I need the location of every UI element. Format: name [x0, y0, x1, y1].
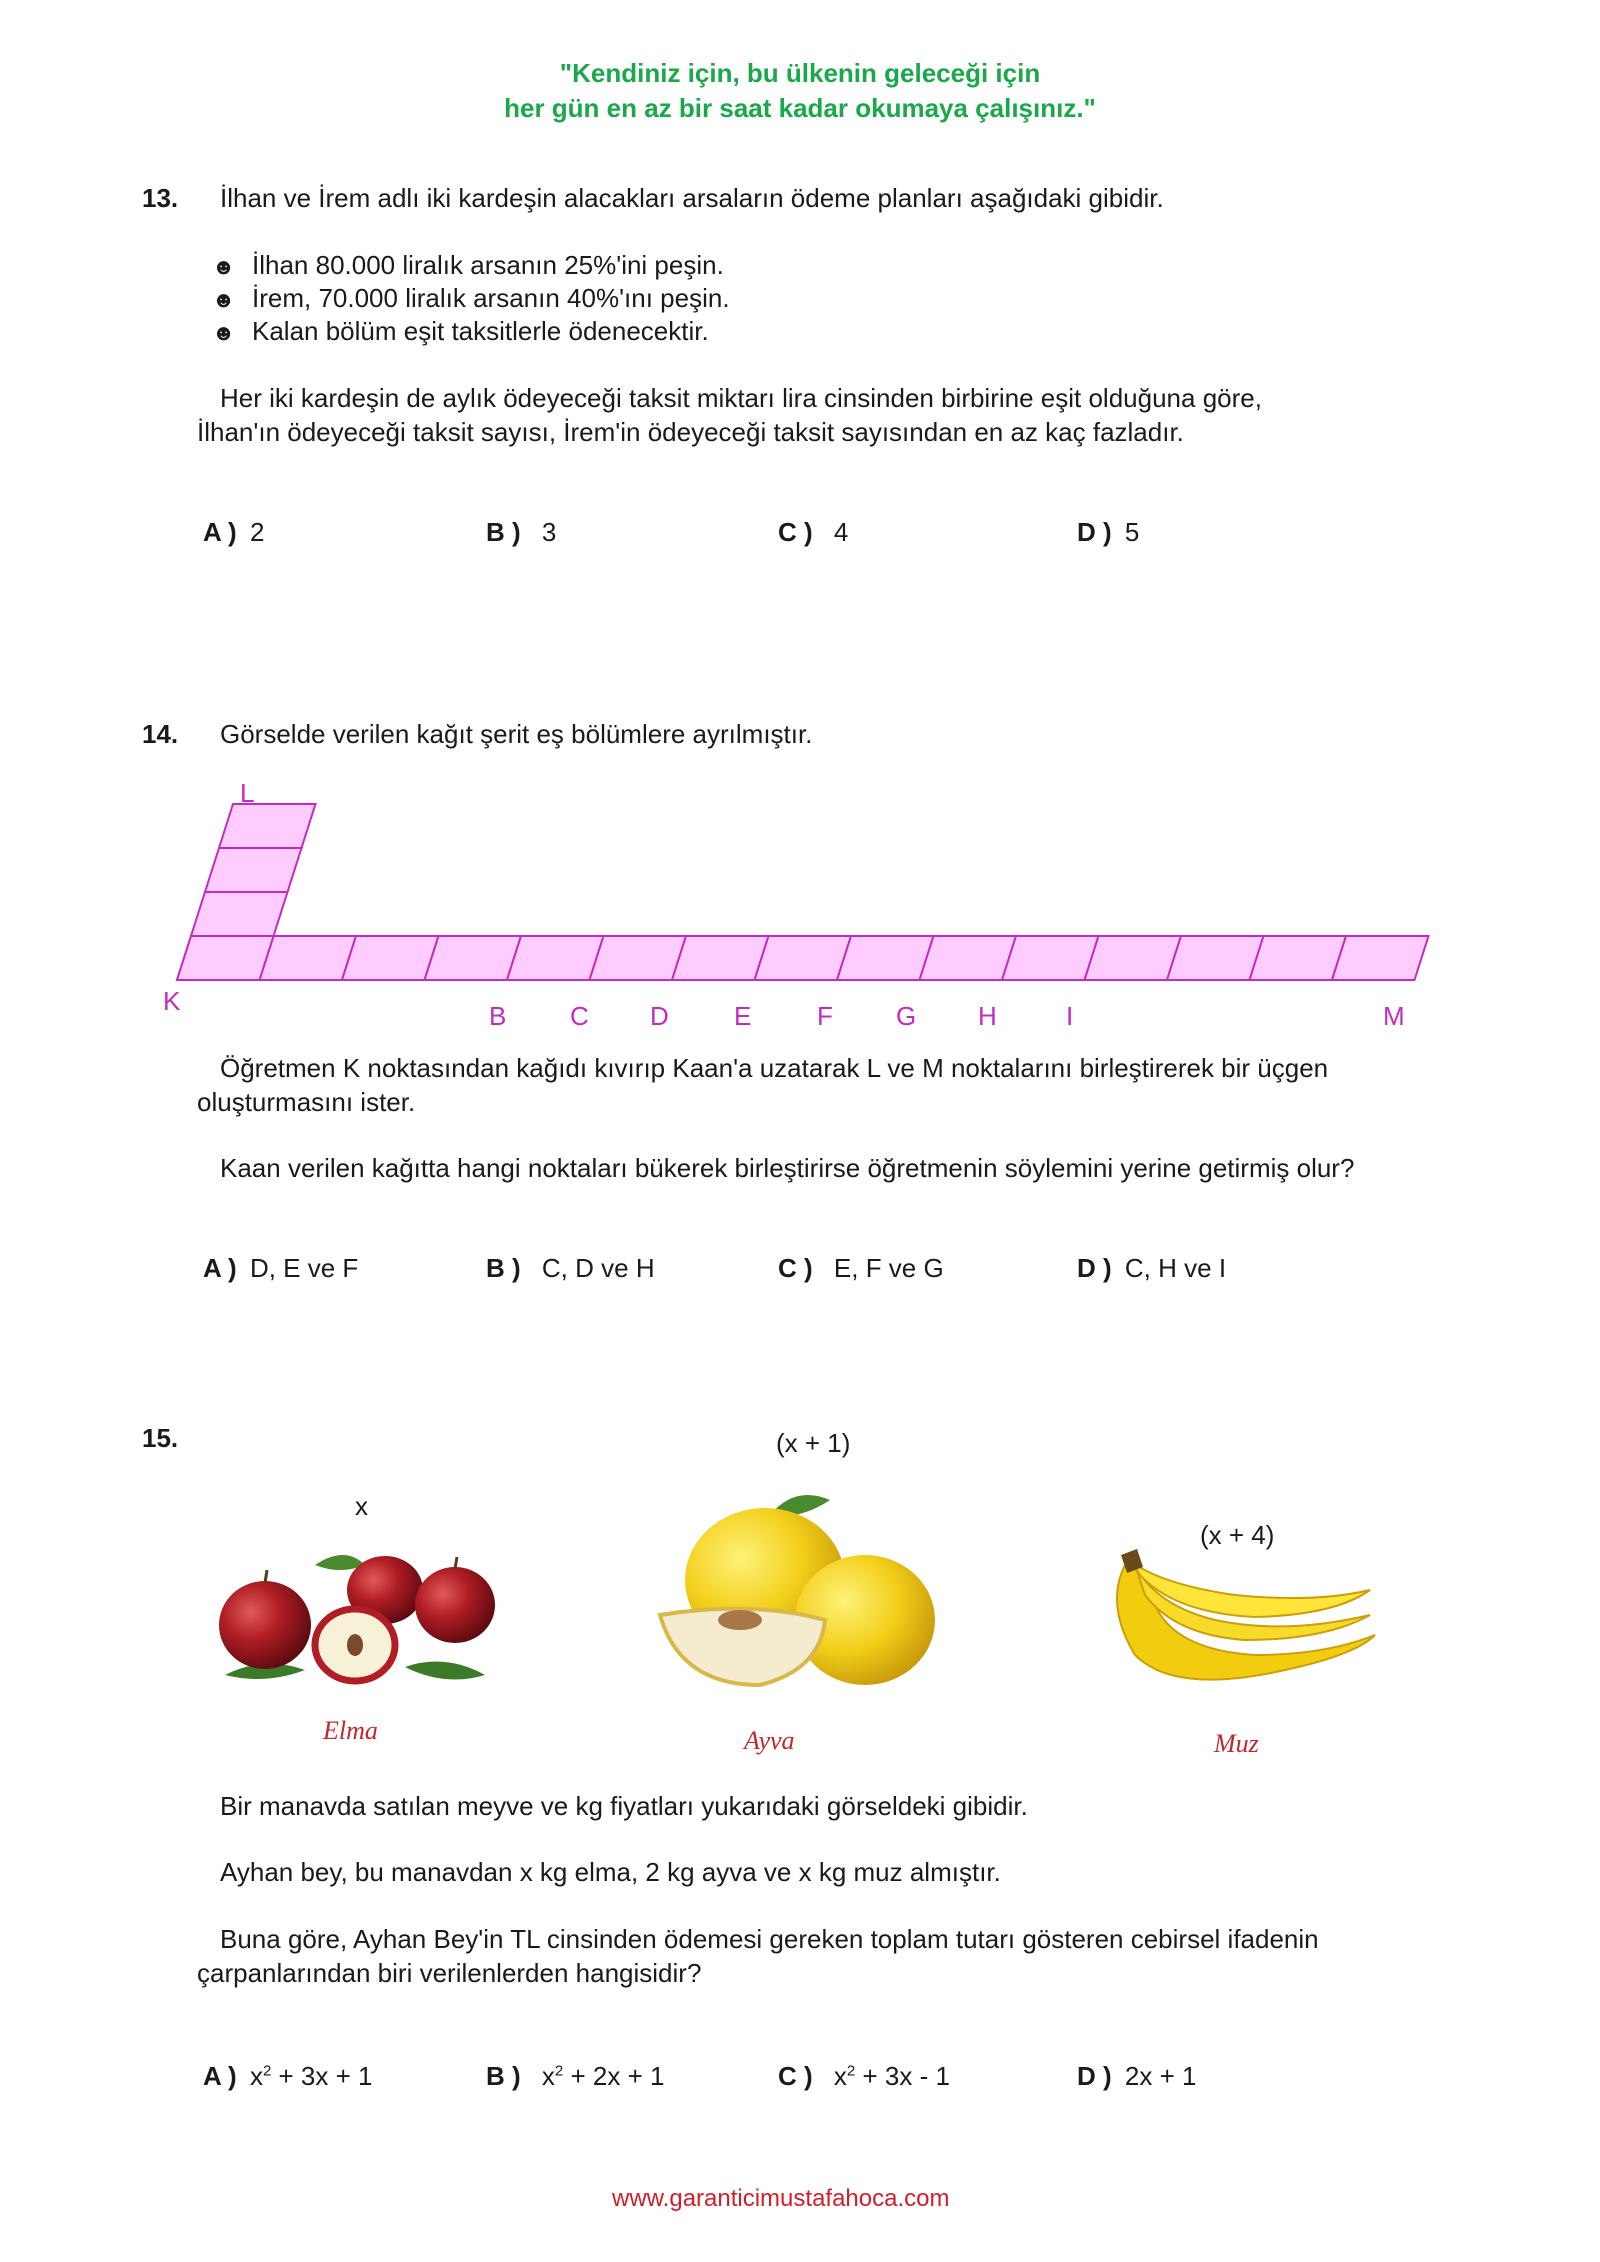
question-stem: Görselde verilen kağıt şerit eş bölümlere ayrılmıştır.	[220, 719, 813, 749]
question-stem: İlhan ve İrem adlı iki kardeşin alacakları arsaların ödeme planları aşağıdaki gibidir.	[220, 183, 1164, 213]
strip-cell	[1085, 936, 1182, 980]
point-label-c: C	[570, 1001, 589, 1031]
question-text: Buna göre, Ayhan Bey'in TL cinsinden ödemesi gereken toplam tutarı gösteren cebirsel ifadenin	[220, 1924, 1319, 1954]
option-label: B )	[486, 517, 521, 547]
question-text: Öğretmen K noktasından kağıdı kıvırıp Kaan'a uzatarak L ve M noktalarını birleştirerek bir üçgen	[220, 1053, 1329, 1083]
paper-strip	[177, 804, 1429, 980]
strip-cell	[1332, 936, 1429, 980]
smiley-bullet-icon: ☻	[212, 287, 236, 312]
fruit-name-muz: Muz	[1214, 1729, 1259, 1758]
option-text: D, E ve F	[249, 1253, 359, 1283]
header-quote-line2: her gün en az bir saat kadar okumaya çalışınız."	[504, 93, 1096, 123]
option-b[interactable]	[486, 2061, 664, 2092]
point-label-d: D	[650, 1001, 669, 1031]
option-label: C )	[778, 1253, 813, 1283]
bullet-text: İrem, 70.000 liralık arsanın 40%'ını peşin.	[252, 283, 730, 313]
option-d[interactable]	[1077, 2061, 1196, 2092]
option-a[interactable]	[203, 2061, 372, 2092]
strip-cell	[1002, 936, 1099, 980]
bananas-image	[1085, 1545, 1385, 1695]
question-text: İlhan'ın ödeyeceği taksit sayısı, İrem'in ödeyeceği taksit sayısından en az kaç fazladır.	[197, 417, 1184, 447]
point-label-g: G	[896, 1001, 917, 1031]
strip-cell	[507, 936, 604, 980]
option-label: C )	[778, 2061, 813, 2091]
question-text: Ayhan bey, bu manavdan x kg elma, 2 kg ayva ve x kg muz almıştır.	[220, 1857, 1001, 1887]
option-label: C )	[778, 517, 813, 547]
strip-cell	[1167, 936, 1264, 980]
question-text: Bir manavda satılan meyve ve kg fiyatları yukarıdaki görseldeki gibidir.	[220, 1791, 1028, 1821]
question-number: 13.	[142, 183, 179, 213]
option-text: $x^2 + 3x + 1$	[249, 2061, 373, 2091]
option-a[interactable]	[203, 1253, 358, 1284]
point-label-b: B	[489, 1001, 507, 1031]
option-label: A )	[203, 517, 237, 547]
option-d[interactable]	[1077, 1253, 1226, 1284]
point-label-i: I	[1066, 1001, 1074, 1031]
question-number: 14.	[142, 719, 179, 749]
fruit-name-ayva: Ayva	[744, 1726, 795, 1755]
option-text: C, D ve H	[541, 1253, 655, 1283]
smiley-bullet-icon: ☻	[212, 320, 236, 345]
option-c[interactable]	[778, 2061, 950, 2092]
question-text: çarpanlarından biri verilenlerden hangisidir?	[197, 1958, 702, 1988]
fruit-price-muz: (x + 4)	[1200, 1520, 1275, 1550]
strip-cell	[672, 936, 769, 980]
option-label: A )	[203, 1253, 237, 1283]
bullet-text: Kalan bölüm eşit taksitlerle ödenecektir.	[252, 316, 709, 346]
point-label-f: F	[817, 1001, 833, 1031]
strip-cell	[590, 936, 687, 980]
strip-column-cell	[191, 892, 288, 936]
option-text: 3	[541, 517, 557, 547]
option-text: 4	[833, 517, 849, 547]
paper-strip-figure	[0, 0, 1600, 1040]
option-text: $x^2 + 2x + 1$	[541, 2061, 665, 2091]
option-text: 2	[249, 517, 265, 547]
option-label: D )	[1077, 2061, 1112, 2091]
quinces-image	[650, 1485, 950, 1700]
question-text: oluşturmasını ister.	[197, 1087, 416, 1117]
option-b[interactable]	[486, 1253, 655, 1284]
option-text: C, H ve I	[1124, 1253, 1227, 1283]
point-label-h: H	[978, 1001, 997, 1031]
strip-column-cell	[205, 848, 302, 892]
fruit-name-elma: Elma	[323, 1716, 378, 1745]
strip-cell	[425, 936, 522, 980]
point-label-m: M	[1383, 1001, 1405, 1031]
option-label: D )	[1077, 1253, 1112, 1283]
option-text: 5	[1124, 517, 1140, 547]
smiley-bullet-icon: ☻	[212, 254, 236, 279]
option-label: B )	[486, 2061, 521, 2091]
point-label-l: L	[240, 778, 255, 808]
option-c[interactable]	[778, 1253, 944, 1284]
strip-cell	[920, 936, 1017, 980]
strip-cell	[342, 936, 439, 980]
question-text: Her iki kardeşin de aylık ödeyeceği taksit miktarı lira cinsinden birbirine eşit olduğuna göre,	[220, 383, 1262, 413]
question-number: 15.	[142, 1423, 179, 1453]
strip-cell	[837, 936, 934, 980]
option-text: 2x + 1	[1124, 2061, 1197, 2091]
point-label-e: E	[734, 1001, 752, 1031]
strip-column-cell	[219, 804, 316, 848]
fruit-price-ayva: (x + 1)	[776, 1428, 851, 1458]
bullet-text: İlhan 80.000 liralık arsanın 25%'ini peşin.	[252, 250, 724, 280]
header-quote-line1: "Kendiniz için, bu ülkenin geleceği için	[559, 58, 1041, 88]
strip-column-cell	[177, 936, 274, 980]
fruit-price-elma: x	[355, 1491, 368, 1521]
strip-cell	[260, 936, 357, 980]
option-label: D )	[1077, 517, 1112, 547]
option-text: E, F ve G	[833, 1253, 944, 1283]
footer-website-link[interactable]: www.garanticimustafahoca.com	[612, 2185, 950, 2212]
option-label: B )	[486, 1253, 521, 1283]
strip-cell	[755, 936, 852, 980]
strip-cell	[1250, 936, 1347, 980]
option-label: A )	[203, 2061, 237, 2091]
point-label-k: K	[163, 986, 181, 1016]
question-text: Kaan verilen kağıtta hangi noktaları bükerek birleştirirse öğretmenin söylemini yerine getirmiş olur?	[220, 1153, 1355, 1183]
option-text: $x^2 + 3x - 1$	[833, 2061, 950, 2091]
apples-image	[205, 1545, 505, 1695]
